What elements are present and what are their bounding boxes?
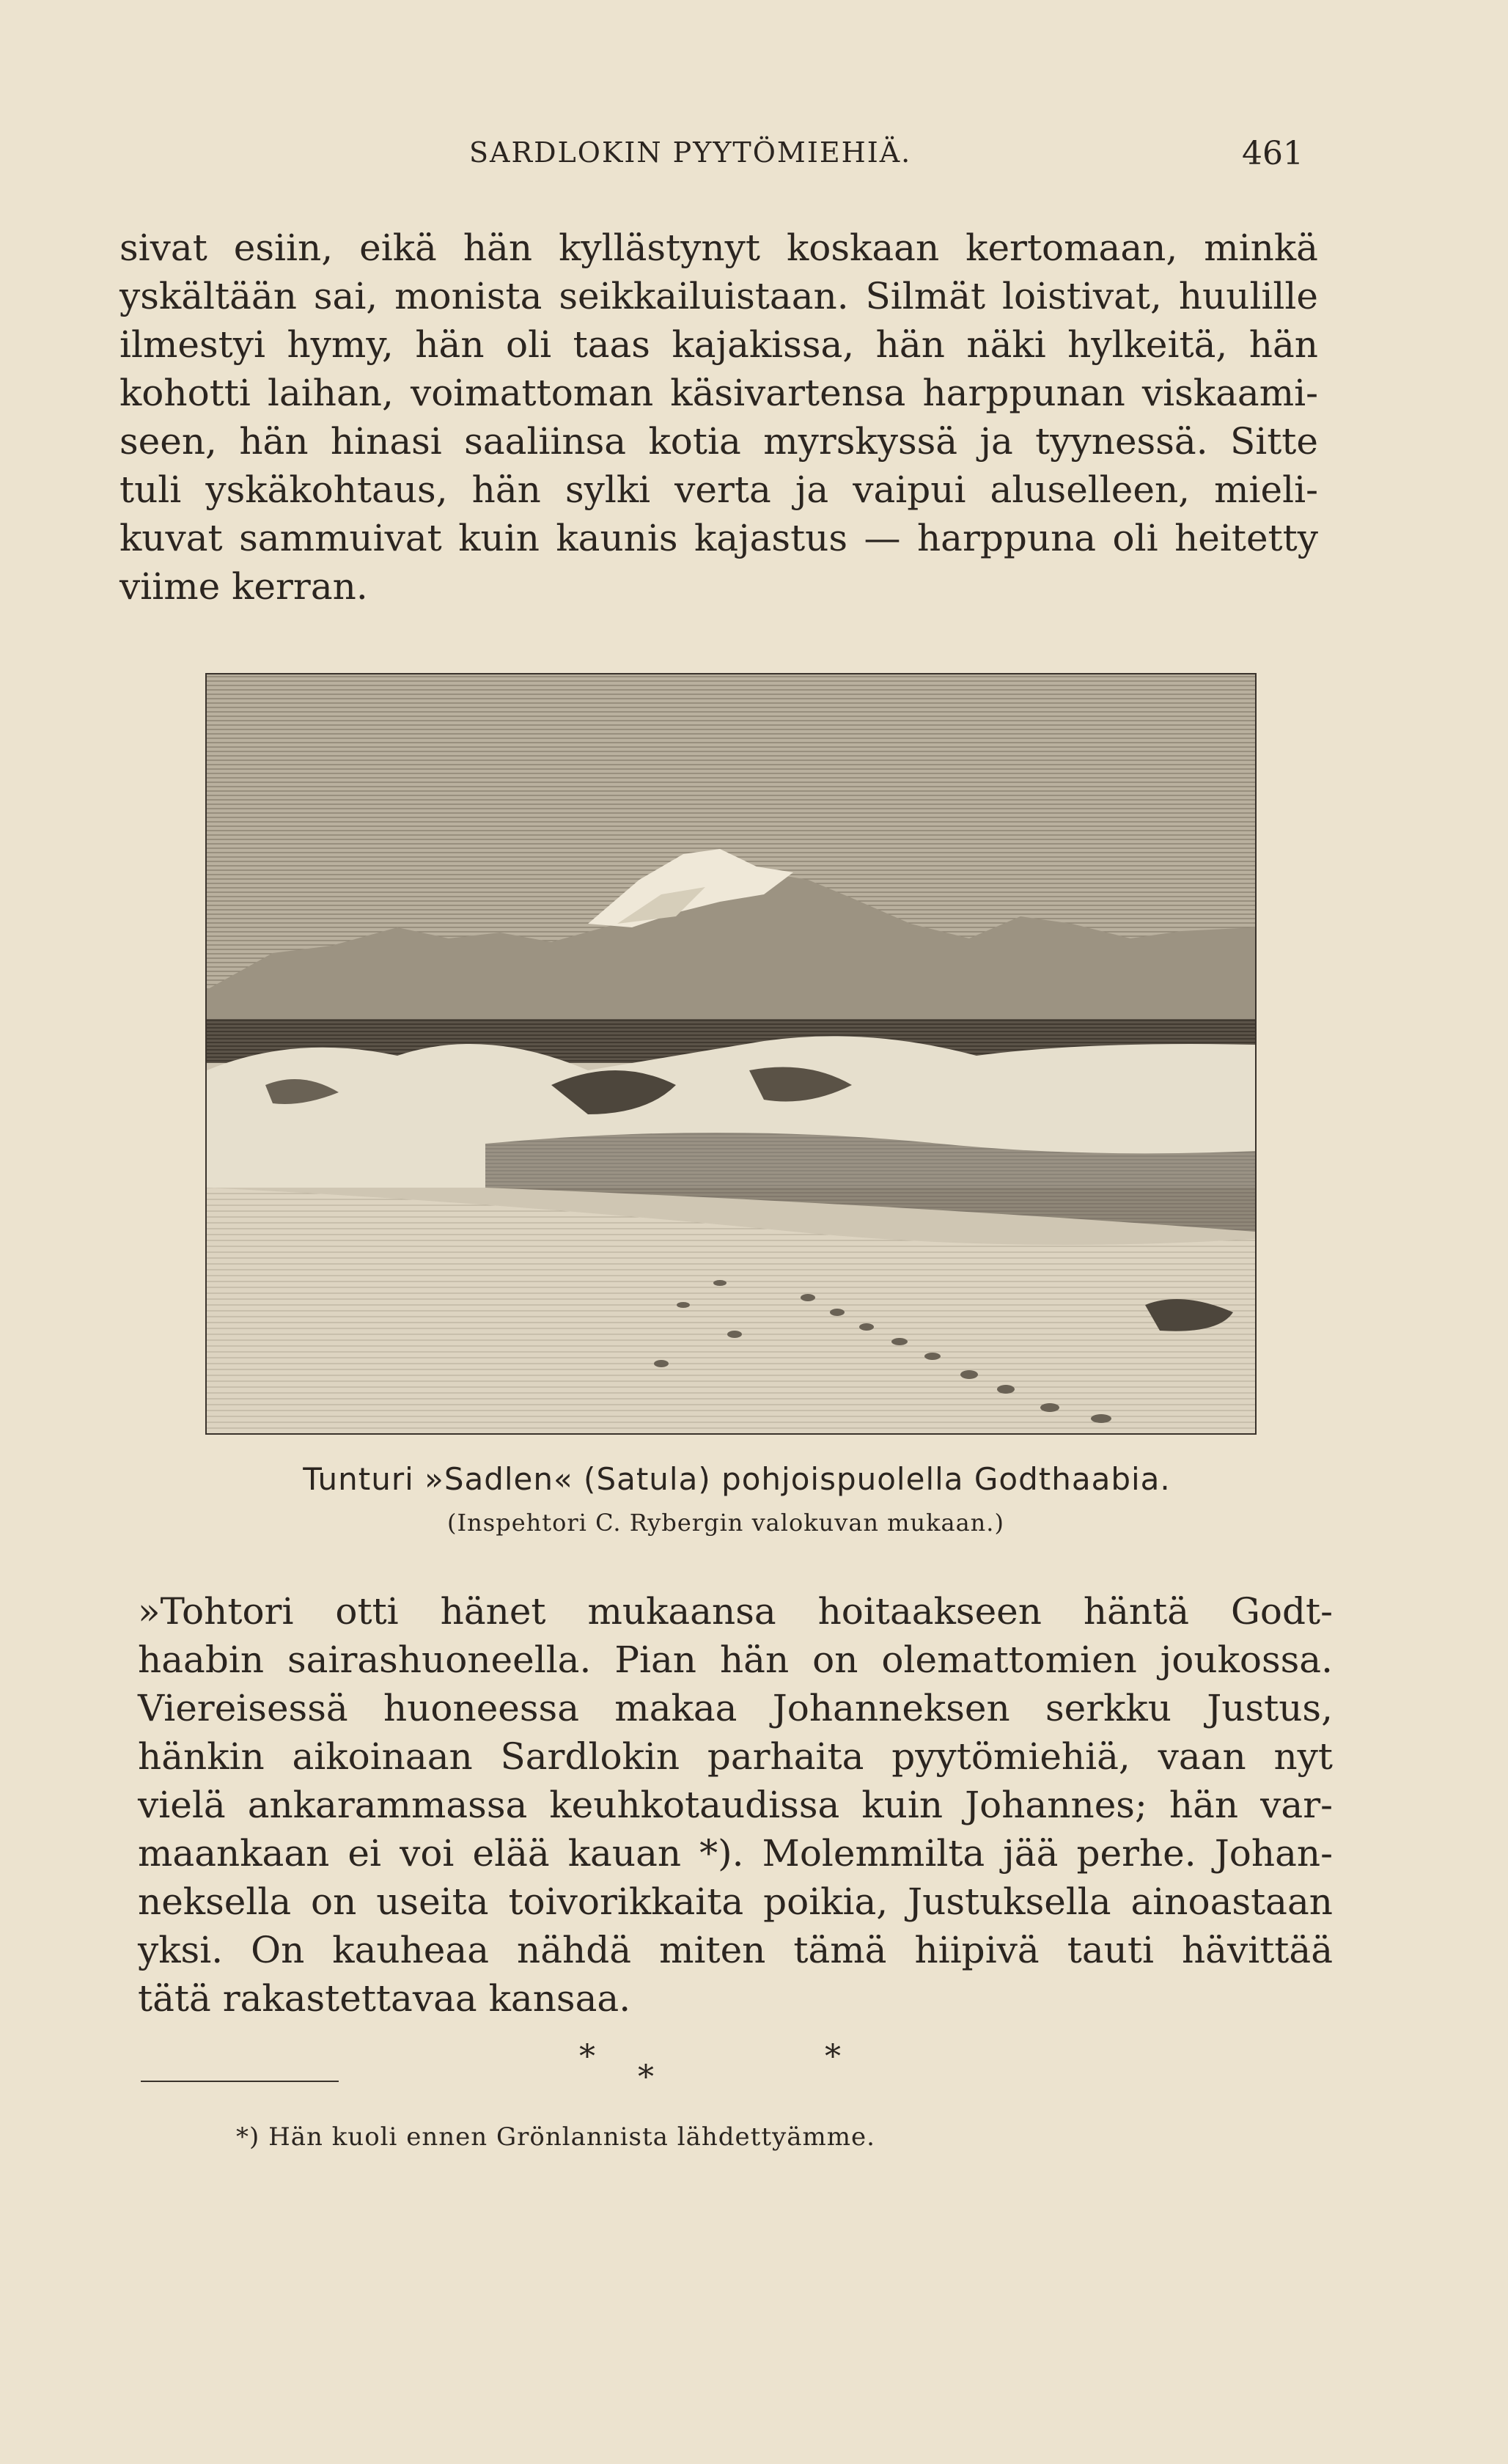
text-line: hänkin aikoinaan Sardlokin parhaita pyytömiehiä, vaan nyt bbox=[138, 1735, 1333, 1778]
text-line: »Tohtori otti hänet mukaansa hoitaakseen häntä Godt- bbox=[138, 1590, 1333, 1633]
text-line: ilmestyi hymy, hän oli taas kajakissa, hän näki hylkeitä, hän bbox=[119, 323, 1318, 366]
text-line: yksi. On kauheaa nähdä miten tämä hiipivä tauti hävittää bbox=[138, 1929, 1333, 1971]
text-line: tätä rakastettavaa kansaa. bbox=[138, 1977, 631, 2020]
text-line: neksella on useita toivorikkaita poikia, Justuksella ainoastaan bbox=[138, 1880, 1333, 1923]
text-line: tuli yskäkohtaus, hän sylki verta ja vaipui aluselleen, mieli- bbox=[119, 468, 1318, 511]
figure-credit: (Inspehtori C. Rybergin valokuvan mukaan.) bbox=[447, 1509, 1004, 1537]
text-line: sivat esiin, eikä hän kyllästynyt koskaan kertomaan, minkä bbox=[119, 227, 1318, 269]
text-line: viime kerran. bbox=[119, 565, 368, 608]
asterism-star: * bbox=[579, 2038, 595, 2075]
asterism-star: * bbox=[825, 2038, 841, 2075]
paragraph-2 bbox=[138, 1587, 1333, 2023]
asterism-star: * bbox=[638, 2059, 654, 2096]
figure-caption: Tunturi »Sadlen« (Satula) pohjoispuolella Godthaabia. bbox=[303, 1461, 1171, 1497]
mountain-engraving bbox=[205, 673, 1257, 1435]
paragraph-1 bbox=[119, 224, 1318, 611]
text-line: kuvat sammuivat kuin kaunis kajastus — harppuna oli heitetty bbox=[119, 517, 1318, 559]
text-line: vielä ankarammassa keuhkotaudissa kuin Johannes; hän var- bbox=[138, 1784, 1333, 1826]
page-number: 461 bbox=[1242, 135, 1303, 172]
text-line: Viereisessä huoneessa makaa Johanneksen serkku Justus, bbox=[138, 1687, 1333, 1729]
text-line: maankaan ei voi elää kauan *). Molemmilta jää perhe. Johan- bbox=[138, 1832, 1333, 1875]
footnote: *) Hän kuoli ennen Grönlannista lähdettyämme. bbox=[236, 2122, 875, 2152]
section-break bbox=[572, 2038, 865, 2097]
engraving-illustration bbox=[207, 674, 1255, 1433]
text-line: kohotti laihan, voimattoman käsivartensa harppunan viskaami- bbox=[119, 372, 1318, 414]
text-line: haabin sairashuoneella. Pian hän on olemattomien joukossa. bbox=[138, 1639, 1333, 1681]
footnote-rule bbox=[141, 2081, 339, 2082]
text-line: yskältään sai, monista seikkailuistaan. Silmät loistivat, huulille bbox=[119, 275, 1318, 317]
text-line: seen, hän hinasi saaliinsa kotia myrskyssä ja tyynessä. Sitte bbox=[119, 420, 1318, 463]
running-header: SARDLOKIN PYYTÖMIEHIÄ. bbox=[469, 136, 912, 169]
